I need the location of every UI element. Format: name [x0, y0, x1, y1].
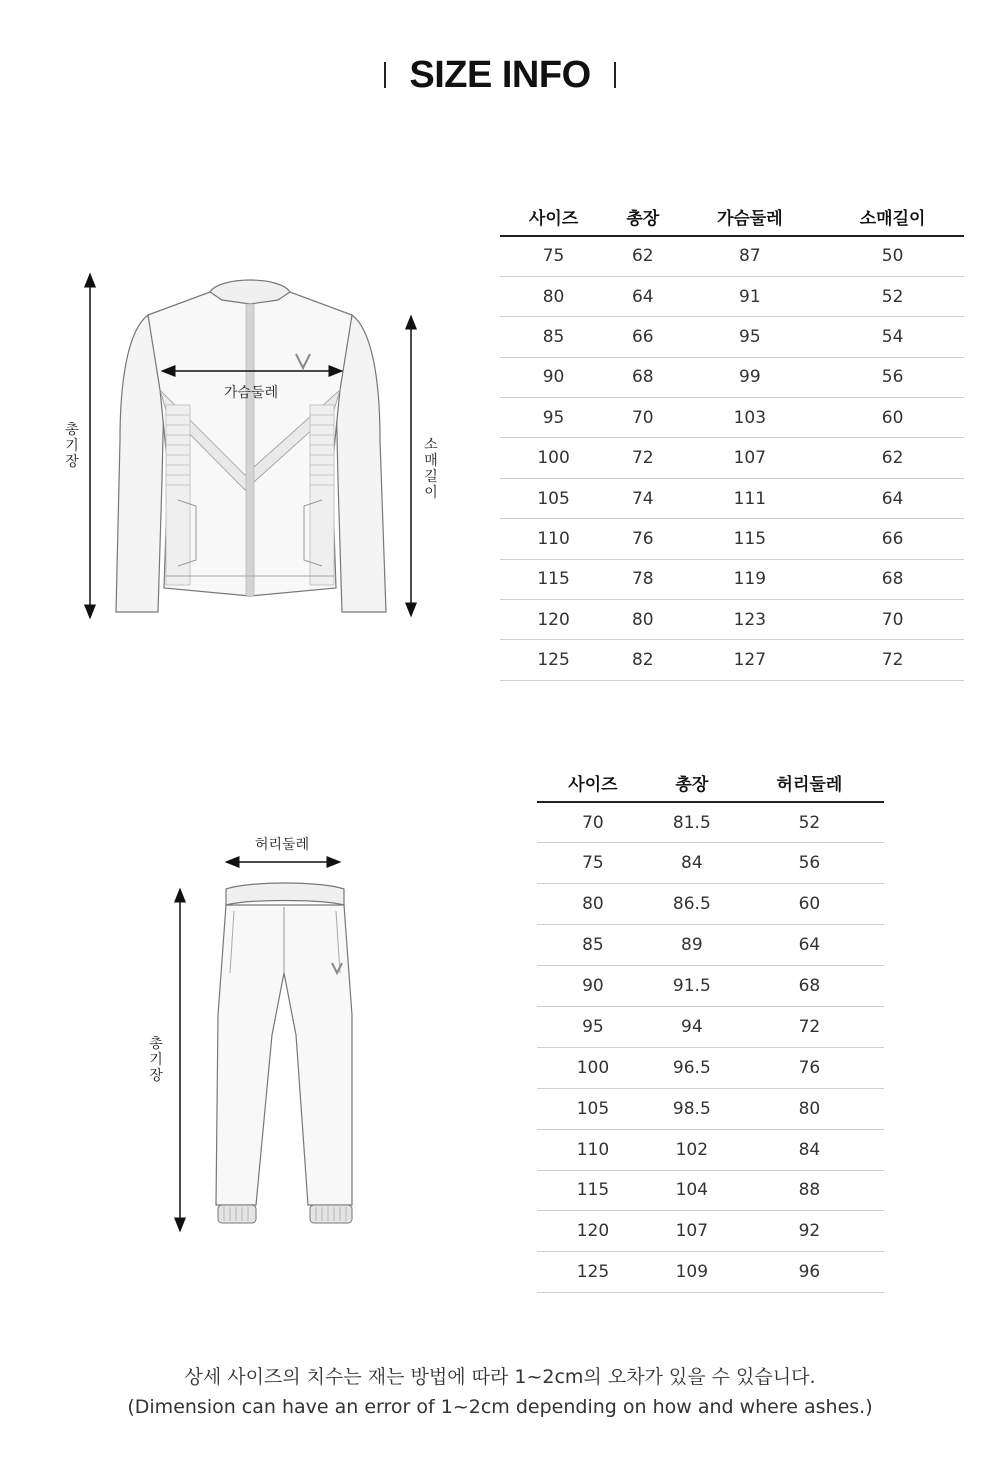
table-cell: 107	[678, 438, 821, 478]
table-cell: 56	[735, 843, 884, 884]
table-cell: 76	[607, 519, 678, 559]
column-header: 사이즈	[537, 764, 649, 802]
table-cell: 90	[500, 357, 607, 397]
table-cell: 115	[537, 1170, 649, 1211]
table-cell: 85	[500, 317, 607, 357]
table-row	[537, 1170, 884, 1211]
table-cell: 91	[678, 276, 821, 316]
table-cell: 72	[821, 640, 964, 680]
table-cell: 60	[735, 884, 884, 925]
jacket-length-label: 총기장	[65, 422, 79, 470]
table-row	[537, 1047, 884, 1088]
column-header: 허리둘레	[735, 764, 884, 802]
pants-illustration	[160, 855, 400, 1225]
sleeve-length-label: 소매길이	[424, 437, 438, 501]
table-cell: 100	[500, 438, 607, 478]
table-cell: 90	[537, 966, 649, 1007]
table-cell: 102	[649, 1129, 735, 1170]
table-cell: 123	[678, 600, 821, 640]
table-row	[500, 438, 964, 478]
table-cell: 70	[607, 398, 678, 438]
table-row	[500, 236, 964, 276]
table-row	[537, 802, 884, 843]
table-row	[537, 1088, 884, 1129]
table-cell: 98.5	[649, 1088, 735, 1129]
title-wrap	[0, 52, 1000, 98]
table-cell: 104	[649, 1170, 735, 1211]
footer-note-english: (Dimension can have an error of 1~2cm depending on how and where ashes.)	[127, 1396, 873, 1418]
table-cell: 84	[649, 843, 735, 884]
table-cell: 52	[821, 276, 964, 316]
column-header: 가슴둘레	[678, 198, 821, 236]
table-row	[500, 398, 964, 438]
table-cell: 54	[821, 317, 964, 357]
table-cell: 75	[500, 236, 607, 276]
table-row	[537, 843, 884, 884]
table-cell: 110	[537, 1129, 649, 1170]
table-cell: 86.5	[649, 884, 735, 925]
page-title: SIZE INFO	[409, 54, 591, 96]
table-cell: 95	[678, 317, 821, 357]
table-cell: 125	[537, 1252, 649, 1293]
table-row	[500, 640, 964, 680]
table-cell: 89	[649, 925, 735, 966]
waist-label: 허리둘레	[255, 837, 310, 853]
table-cell: 70	[537, 802, 649, 843]
table-header-row	[500, 198, 964, 236]
table-cell: 100	[537, 1047, 649, 1088]
table-cell: 66	[607, 317, 678, 357]
column-header: 소매길이	[821, 198, 964, 236]
table-row	[537, 925, 884, 966]
table-cell: 52	[735, 802, 884, 843]
table-row	[537, 1211, 884, 1252]
table-cell: 87	[678, 236, 821, 276]
table-cell: 109	[649, 1252, 735, 1293]
table-row	[500, 478, 964, 518]
table-row	[500, 357, 964, 397]
table-cell: 75	[537, 843, 649, 884]
table-cell: 115	[678, 519, 821, 559]
footer-note-korean: 상세 사이즈의 치수는 재는 방법에 따라 1~2cm의 오차가 있을 수 있습니다.	[184, 1366, 816, 1388]
column-header: 총장	[649, 764, 735, 802]
table-cell: 111	[678, 478, 821, 518]
table-cell: 95	[500, 398, 607, 438]
table-cell: 78	[607, 559, 678, 599]
pants-length-label: 총기장	[149, 1036, 163, 1084]
table-cell: 105	[537, 1088, 649, 1129]
table-cell: 125	[500, 640, 607, 680]
table-cell: 95	[537, 1006, 649, 1047]
table-cell: 60	[821, 398, 964, 438]
table-cell: 62	[821, 438, 964, 478]
table-cell: 99	[678, 357, 821, 397]
table-row	[537, 1129, 884, 1170]
table-cell: 96	[735, 1252, 884, 1293]
table-cell: 64	[821, 478, 964, 518]
table-cell: 80	[537, 884, 649, 925]
table-cell: 82	[607, 640, 678, 680]
table-row	[537, 966, 884, 1007]
table-header-row	[537, 764, 884, 802]
table-cell: 66	[821, 519, 964, 559]
table-cell: 74	[607, 478, 678, 518]
table-cell: 105	[500, 478, 607, 518]
table-row	[537, 1252, 884, 1293]
table-row	[500, 519, 964, 559]
table-cell: 68	[607, 357, 678, 397]
table-cell: 64	[735, 925, 884, 966]
chest-label: 가슴둘레	[224, 385, 279, 401]
table-cell: 68	[735, 966, 884, 1007]
bottom-size-table	[537, 764, 884, 1293]
column-header: 총장	[607, 198, 678, 236]
table-row	[500, 317, 964, 357]
table-cell: 68	[821, 559, 964, 599]
table-cell: 62	[607, 236, 678, 276]
table-cell: 94	[649, 1006, 735, 1047]
table-cell: 120	[500, 600, 607, 640]
table-cell: 110	[500, 519, 607, 559]
table-cell: 120	[537, 1211, 649, 1252]
table-cell: 70	[821, 600, 964, 640]
table-cell: 72	[735, 1006, 884, 1047]
table-cell: 72	[607, 438, 678, 478]
table-cell: 80	[735, 1088, 884, 1129]
table-cell: 84	[735, 1129, 884, 1170]
table-cell: 127	[678, 640, 821, 680]
top-size-table	[500, 198, 964, 681]
table-cell: 56	[821, 357, 964, 397]
table-cell: 115	[500, 559, 607, 599]
table-cell: 92	[735, 1211, 884, 1252]
table-cell: 91.5	[649, 966, 735, 1007]
table-row	[500, 559, 964, 599]
table-cell: 96.5	[649, 1047, 735, 1088]
table-row	[537, 1006, 884, 1047]
table-row	[537, 884, 884, 925]
table-cell: 85	[537, 925, 649, 966]
table-row	[500, 600, 964, 640]
table-cell: 80	[500, 276, 607, 316]
table-cell: 119	[678, 559, 821, 599]
table-cell: 103	[678, 398, 821, 438]
table-cell: 64	[607, 276, 678, 316]
table-cell: 80	[607, 600, 678, 640]
column-header: 사이즈	[500, 198, 607, 236]
table-cell: 88	[735, 1170, 884, 1211]
table-cell: 50	[821, 236, 964, 276]
table-cell: 76	[735, 1047, 884, 1088]
table-cell: 81.5	[649, 802, 735, 843]
title-bar-right	[614, 62, 616, 88]
table-row	[500, 276, 964, 316]
table-cell: 107	[649, 1211, 735, 1252]
